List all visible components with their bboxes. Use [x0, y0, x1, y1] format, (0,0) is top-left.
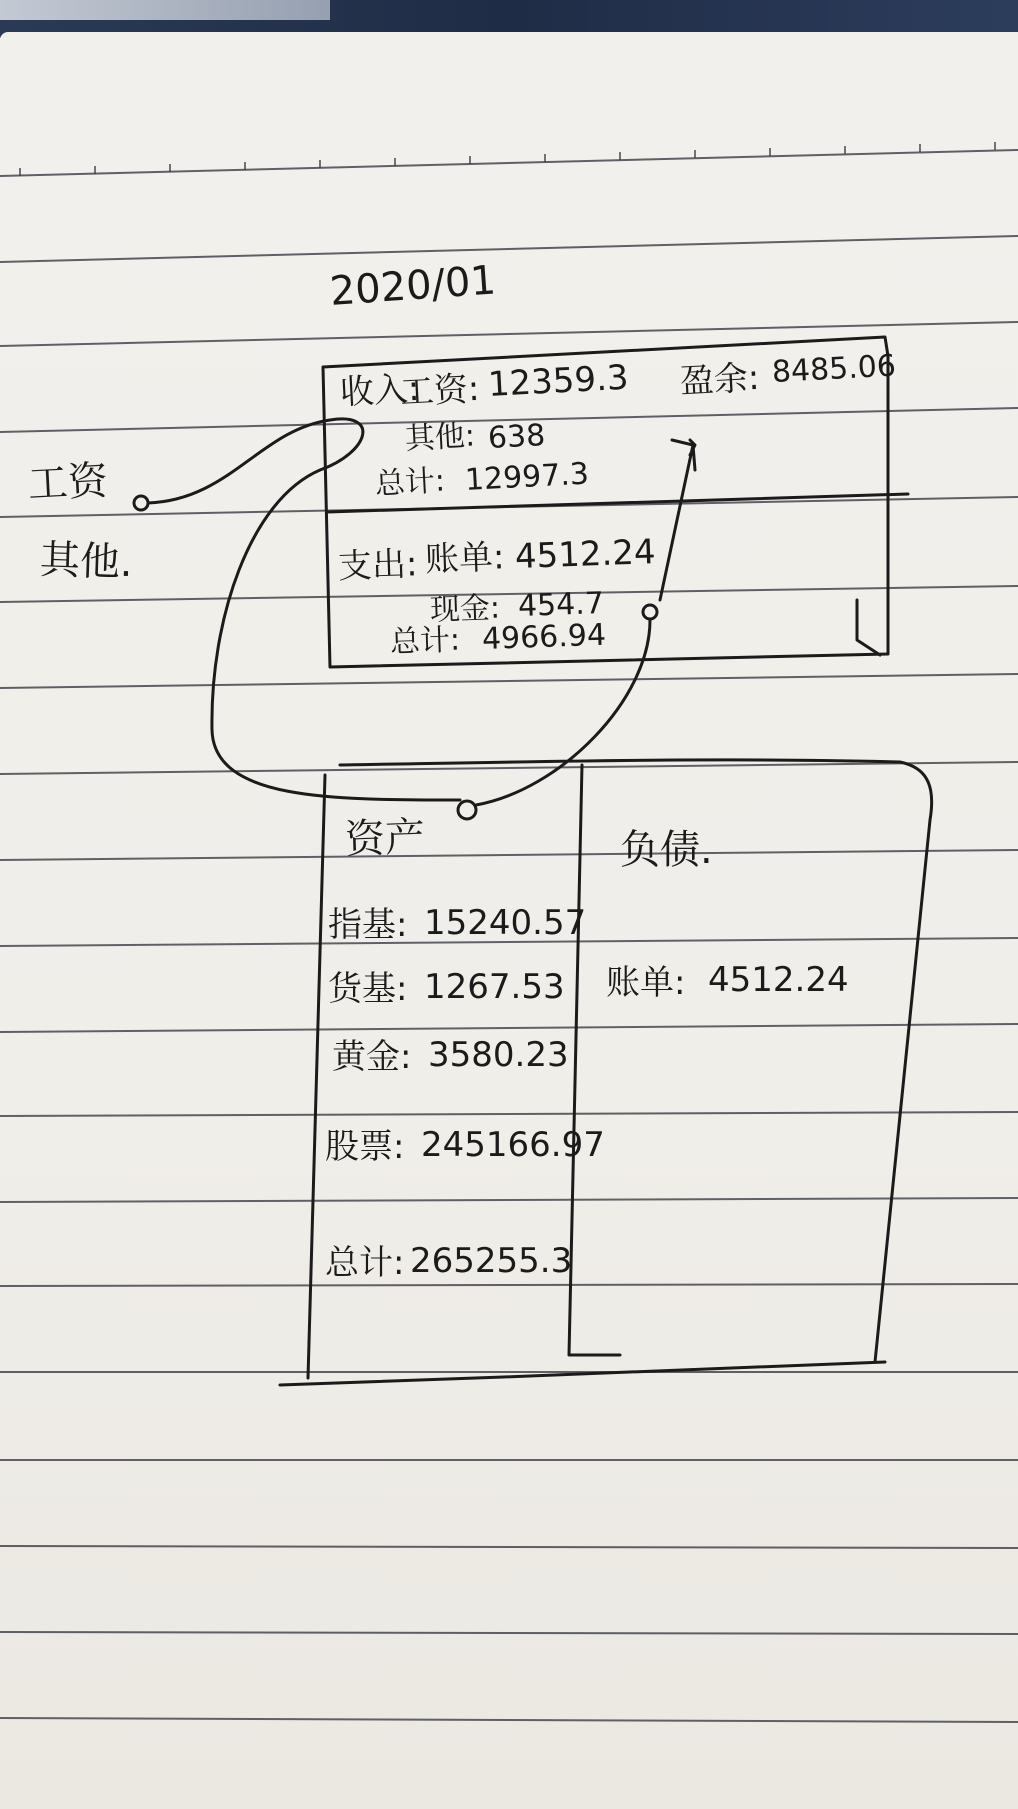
income-total-label: 总计:	[374, 463, 446, 502]
income-salary-value: 12359.3	[486, 357, 630, 405]
expense-total-value: 4966.94	[481, 617, 607, 657]
income-other-label: 其他:	[404, 418, 476, 457]
asset-label: 指基:	[328, 905, 408, 945]
asset-label: 黄金:	[332, 1037, 412, 1077]
arrow-up	[660, 440, 695, 600]
assets-total-value: 265255.3	[410, 1241, 573, 1281]
margin-note-salary: 工资	[26, 457, 110, 508]
income-other-value: 638	[487, 418, 547, 456]
assets-connector-dot	[458, 801, 476, 819]
assets-title: 资产	[344, 814, 426, 863]
asset-label: 货基:	[328, 969, 408, 1009]
asset-label: 股票:	[325, 1127, 405, 1167]
expense-bill-label: 账单:	[424, 537, 506, 580]
liabilities-bill-value: 4512.24	[708, 960, 849, 1000]
income-total-value: 12997.3	[464, 456, 590, 498]
liabilities-bill-label: 账单:	[606, 963, 686, 1003]
asset-value: 1267.53	[424, 967, 565, 1007]
expense-total-label: 总计:	[389, 622, 461, 660]
assets-total-label: 总计:	[325, 1243, 405, 1283]
page-date: 2020/01	[328, 257, 498, 315]
asset-value: 3580.23	[428, 1035, 569, 1075]
expense-label: 支出:	[337, 544, 419, 587]
asset-value: 245166.97	[421, 1125, 605, 1165]
asset-value: 15240.57	[424, 903, 587, 943]
note-connector-dot	[134, 496, 148, 510]
income-salary-label: 工资:	[398, 368, 481, 413]
balance-sheet-bottom	[280, 1362, 885, 1385]
income-label: 收入:	[338, 368, 421, 413]
surplus-value: 8485.06	[771, 348, 897, 390]
expense-connector-dot	[643, 605, 657, 619]
expense-cash-value: 454.7	[517, 586, 605, 624]
surplus-arrow	[690, 440, 880, 655]
liabilities-title: 负债.	[620, 827, 713, 873]
expense-cash-label: 现金:	[429, 590, 501, 628]
surplus-label: 盈余:	[678, 357, 761, 402]
margin-note-other: 其他.	[39, 537, 134, 587]
expense-bill-value: 4512.24	[514, 532, 657, 577]
